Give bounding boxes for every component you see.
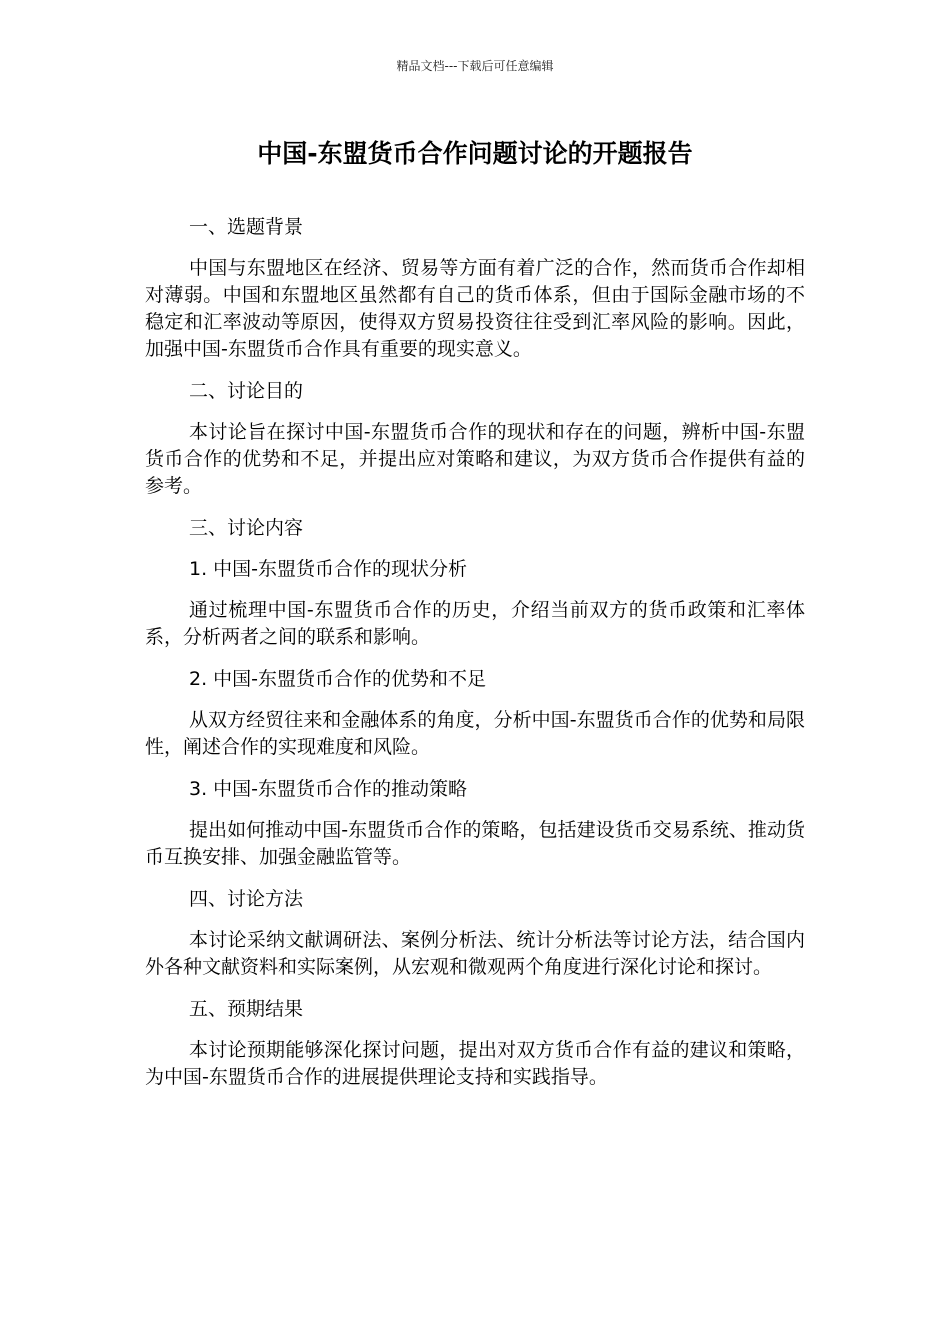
document-title: 中国-东盟货币合作问题讨论的开题报告 (257, 139, 693, 168)
subsection-heading: 1. 中国-东盟货币合作的现状分析 (189, 558, 468, 580)
body-paragraph: 本讨论旨在探讨中国-东盟货币合作的现状和存在的问题，辨析中国-东盟货币合作的优势和不足，并提出应对策略和建议，为双方货币合作提供有益的参考。 (145, 421, 805, 497)
section-heading: 五、预期结果 (189, 998, 304, 1020)
section-heading: 四、讨论方法 (189, 888, 304, 910)
section-heading: 二、讨论目的 (189, 380, 304, 402)
subsection-heading: 2. 中国-东盟货币合作的优势和不足 (189, 668, 487, 690)
page-header-note: 精品文档---下载后可任意编辑 (396, 59, 554, 73)
body-paragraph: 中国与东盟地区在经济、贸易等方面有着广泛的合作，然而货币合作却相对薄弱。中国和东盟地区虽然都有自己的货币体系，但由于国际金融市场的不稳定和汇率波动等原因，使得双方贸易投资往往受到汇率风险的影响。因此，加强中国-东盟货币合作具有重要的现实意义。 (145, 257, 805, 360)
subsection-heading: 3. 中国-东盟货币合作的推动策略 (189, 778, 468, 800)
document-body (145, 214, 805, 1106)
section-heading: 一、选题背景 (189, 216, 304, 238)
body-paragraph: 通过梳理中国-东盟货币合作的历史，介绍当前双方的货币政策和汇率体系，分析两者之间的联系和影响。 (145, 599, 805, 648)
body-paragraph: 从双方经贸往来和金融体系的角度，分析中国-东盟货币合作的优势和局限性，阐述合作的实现难度和风险。 (145, 709, 805, 758)
section-heading: 三、讨论内容 (189, 517, 304, 539)
body-paragraph: 提出如何推动中国-东盟货币合作的策略，包括建设货币交易系统、推动货币互换安排、加强金融监管等。 (145, 819, 805, 868)
body-paragraph: 本讨论采纳文献调研法、案例分析法、统计分析法等讨论方法，结合国内外各种文献资料和实际案例，从宏观和微观两个角度进行深化讨论和探讨。 (145, 929, 805, 978)
body-paragraph: 本讨论预期能够深化探讨问题，提出对双方货币合作有益的建议和策略，为中国-东盟货币合作的进展提供理论支持和实践指导。 (145, 1039, 805, 1088)
